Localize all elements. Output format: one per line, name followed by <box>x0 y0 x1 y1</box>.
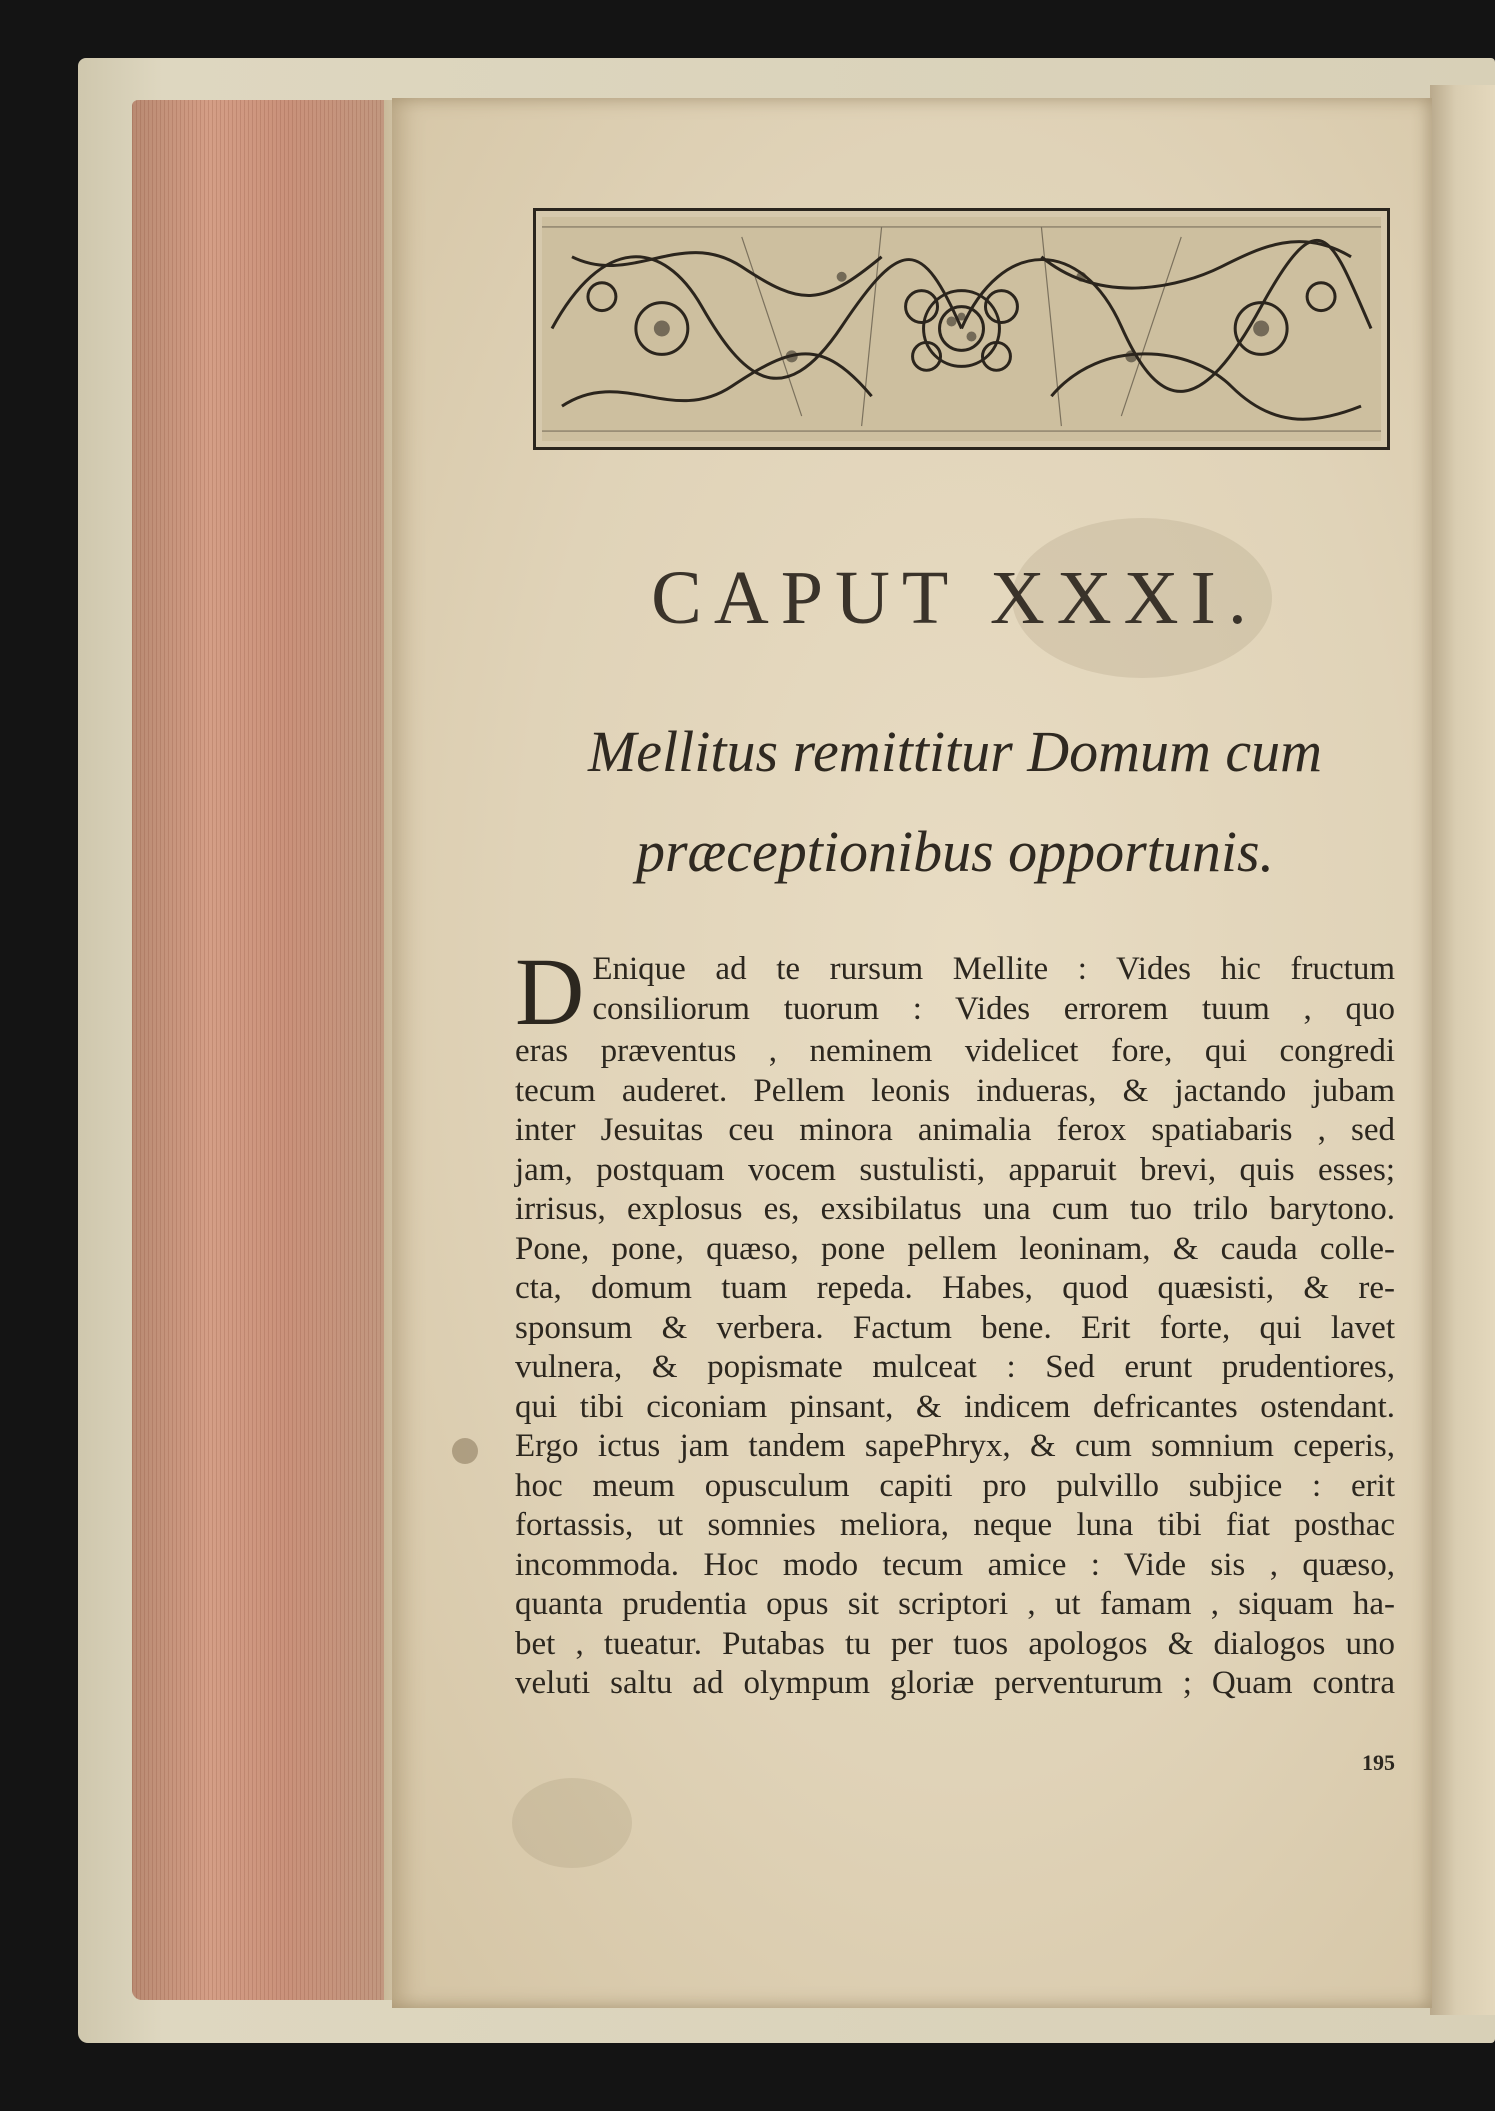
chapter-heading: CAPUT XXXI. <box>651 556 1259 640</box>
text-line: cta, domum tuam repeda. Habes, quod quæsisti, & re- <box>515 1270 1395 1306</box>
page-catchword: 195 <box>1362 1750 1395 1775</box>
text-line: irrisus, explosus es, exsibilatus una cum tuo trilo barytono. <box>515 1191 1395 1227</box>
text-line: quanta prudentia opus sit scriptori , ut famam , siquam ha- <box>515 1586 1395 1622</box>
text-line: veluti saltu ad olympum gloriæ perventurum ; Quam contra <box>515 1665 1395 1701</box>
drop-cap: D <box>515 938 585 1045</box>
text-line: Enique ad te rursum Mellite : Vides hic fructum <box>592 951 1395 987</box>
text-line: qui tibi ciconiam pinsant, & indicem defricantes ostendant. <box>515 1388 1395 1425</box>
page-edges-block <box>132 100 392 2000</box>
text-line: tecum auderet. Pellem leonis indueras, & jactando jubam <box>515 1072 1395 1109</box>
text-line: incommoda. Hoc modo tecum amice : Vide sis , quæso, <box>515 1546 1395 1583</box>
text-line: vulnera, & popismate mulceat : Sed erunt prudentiores, <box>515 1349 1395 1385</box>
subtitle-line: præceptionibus opportunis. <box>635 819 1275 884</box>
text-line: Pone, pone, quæso, pone pellem leoninam, & cauda colle- <box>515 1230 1395 1267</box>
text-line: Ergo ictus jam tandem sapePhryx, & cum somnium ceperis, <box>515 1428 1395 1464</box>
floral-ornament-icon <box>542 217 1381 441</box>
text-line: bet , tueatur. Putabas tu per tuos apologos & dialogos uno <box>515 1625 1395 1662</box>
subtitle-line: Mellitus remittitur Domum cum <box>587 719 1323 784</box>
text-line: jam, postquam vocem sustulisti, apparuit brevi, quis esses; <box>515 1151 1395 1188</box>
ornamental-headpiece <box>533 208 1390 450</box>
text-line: hoc meum opusculum capiti pro pulvillo subjice : erit <box>515 1467 1395 1504</box>
body-paragraph <box>515 938 1395 1704</box>
text-line: fortassis, ut somnies meliora, neque luna tibi fiat posthac <box>515 1507 1395 1543</box>
text-line: inter Jesuitas ceu minora animalia ferox spatiabaris , sed <box>515 1112 1395 1148</box>
text-line: consiliorum tuorum : Vides errorem tuum , quo <box>592 990 1395 1027</box>
facing-page-edge <box>1430 85 1495 2015</box>
text-line: eras præventus , neminem videlicet fore, qui congredi <box>515 1033 1395 1069</box>
text-line: sponsum & verbera. Factum bene. Erit forte, qui lavet <box>515 1309 1395 1346</box>
chapter-subtitle <box>515 702 1395 902</box>
